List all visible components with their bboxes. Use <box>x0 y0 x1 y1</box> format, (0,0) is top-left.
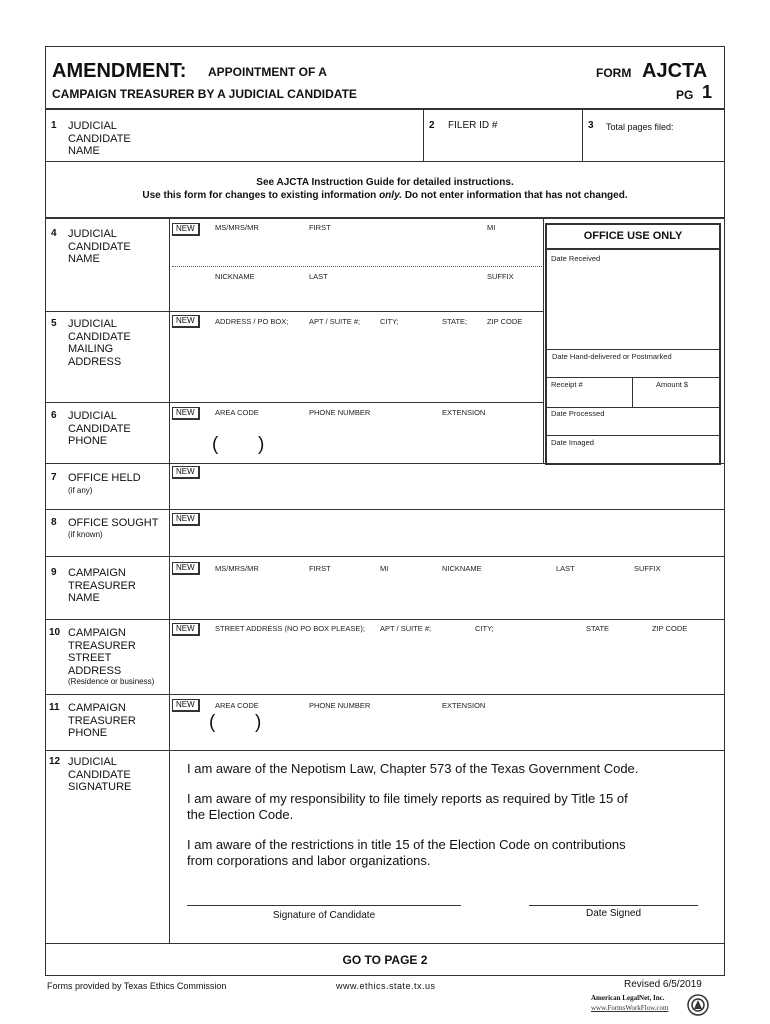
field-1-label: JUDICIAL CANDIDATE NAME <box>68 120 131 157</box>
section-6-number: 6 <box>51 410 57 421</box>
pg-num: 1 <box>702 82 713 102</box>
date-processed-label: Date Processed <box>551 409 605 418</box>
field-3-number: 3 <box>588 120 594 131</box>
new-box-9: NEW <box>172 562 200 575</box>
new-box-5: NEW <box>172 315 200 328</box>
caption: STATE <box>586 624 610 633</box>
section-7-label: OFFICE HELD <box>68 472 141 484</box>
field-1-number: 1 <box>51 120 57 131</box>
caption: MI <box>487 223 496 232</box>
mailing-address-input[interactable] <box>172 330 542 400</box>
amendment-title: AMENDMENT: <box>52 60 187 82</box>
area-code-paren-close: ) <box>258 434 265 455</box>
section-6-label: JUDICIAL CANDIDATE PHONE <box>68 410 131 447</box>
area-code-paren-close: ) <box>255 712 262 733</box>
caption: CITY; <box>380 317 399 326</box>
new-box-6: NEW <box>172 407 200 420</box>
section-12-label: JUDICIAL CANDIDATE SIGNATURE <box>68 756 132 793</box>
date-received-label: Date Received <box>551 254 601 263</box>
caption: STATE; <box>442 317 468 326</box>
caption: APT / SUITE #; <box>309 317 361 326</box>
section-8-sub: (if known) <box>68 530 103 539</box>
caption: PHONE NUMBER <box>309 701 371 710</box>
new-box-8: NEW <box>172 513 200 526</box>
section-10-label: CAMPAIGN TREASURER STREET ADDRESS <box>68 627 136 677</box>
filer-id-label: FILER ID # <box>448 120 498 131</box>
caption: NICKNAME <box>442 564 482 573</box>
date-hand-delivered-label: Date Hand-delivered or Postmarked <box>552 352 672 361</box>
new-box-4: NEW <box>172 223 200 236</box>
caption: ADDRESS / PO BOX; <box>215 317 289 326</box>
section-5-number: 5 <box>51 318 57 329</box>
nepotism-statement: I am aware of the Nepotism Law, Chapter 573 of the Texas Government Code. <box>187 761 639 776</box>
office-use-title: OFFICE USE ONLY <box>583 230 683 242</box>
date-signed-label: Date Signed <box>585 908 642 919</box>
revised-date: Revised 6/5/2019 <box>624 979 702 990</box>
section-11-number: 11 <box>49 702 60 713</box>
office-sought-input[interactable] <box>208 512 720 553</box>
section-5-label: JUDICIAL CANDIDATE MAILING ADDRESS <box>68 318 131 368</box>
contributions-statement: I am aware of the restrictions in title 15 of the Election Code on contributions from corporations and labor organizations. <box>187 837 626 868</box>
instructions-line1: See AJCTA Instruction Guide for detailed instructions. <box>256 177 514 188</box>
caption: EXTENSION <box>442 408 486 417</box>
website: www.ethics.state.tx.us <box>336 981 436 991</box>
signature-label: Signature of Candidate <box>272 910 376 921</box>
caption: APT / SUITE #; <box>380 624 432 633</box>
treasurer-address-input[interactable] <box>172 638 720 692</box>
treasurer-name-input[interactable] <box>172 578 720 616</box>
title-line2: CAMPAIGN TREASURER BY A JUDICIAL CANDIDATE <box>52 87 357 101</box>
section-11-label: CAMPAIGN TREASURER PHONE <box>68 702 136 739</box>
area-code-paren-open: ( <box>209 712 216 733</box>
go-to-page-2: GO TO PAGE 2 <box>342 953 428 967</box>
date-signed-input[interactable] <box>529 880 698 904</box>
title-line1: APPOINTMENT OF A <box>208 65 327 79</box>
section-8-label: OFFICE SOUGHT <box>68 517 159 529</box>
signature-input[interactable] <box>187 880 461 904</box>
section-7-sub: (if any) <box>68 486 93 495</box>
field-2-number: 2 <box>429 120 435 131</box>
new-box-7: NEW <box>172 466 200 479</box>
filer-id-input[interactable] <box>424 132 581 160</box>
receipt-label: Receipt # <box>551 380 583 389</box>
new-box-11: NEW <box>172 699 200 712</box>
brand-logo-icon <box>687 994 709 1016</box>
caption: MS/MRS/MR <box>215 223 259 232</box>
section-9-number: 9 <box>51 567 57 578</box>
total-pages-label: Total pages filed: <box>606 122 674 132</box>
section-8-number: 8 <box>51 517 57 528</box>
instructions-line2: Use this form for changes to existing information only. Do not enter information that has not changed. <box>142 190 628 201</box>
section-4-label: JUDICIAL CANDIDATE NAME <box>68 228 131 265</box>
section-10-number: 10 <box>49 627 61 638</box>
total-pages-input[interactable] <box>583 134 723 160</box>
new-box-10: NEW <box>172 623 200 636</box>
form-word: FORM <box>596 66 632 80</box>
caption: FIRST <box>309 223 331 232</box>
reports-statement: I am aware of my responsibility to file timely reports as required by Title 15 of the Election Code. <box>187 791 628 822</box>
pg-word: PG <box>676 88 694 102</box>
caption: FIRST <box>309 564 331 573</box>
office-held-input[interactable] <box>208 466 720 506</box>
date-imaged-label: Date Imaged <box>551 438 594 447</box>
caption: AREA CODE <box>215 408 259 417</box>
judicial-candidate-name-input[interactable] <box>170 110 422 160</box>
brand-box: American LegalNet, Inc. www.FormsWorkFlow.com <box>591 994 669 1012</box>
caption: SUFFIX <box>487 272 514 281</box>
caption: LAST <box>556 564 575 573</box>
caption: STREET ADDRESS (NO PO BOX PLEASE); <box>215 624 365 633</box>
caption: LAST <box>309 272 328 281</box>
forms-provided: Forms provided by Texas Ethics Commission <box>47 981 227 991</box>
caption: EXTENSION <box>442 701 486 710</box>
caption: NICKNAME <box>215 272 255 281</box>
caption: MS/MRS/MR <box>215 564 259 573</box>
caption: ZIP CODE <box>487 317 523 326</box>
section-12-number: 12 <box>49 756 61 767</box>
section-7-number: 7 <box>51 472 57 483</box>
section-9-label: CAMPAIGN TREASURER NAME <box>68 567 136 604</box>
caption: PHONE NUMBER <box>309 408 371 417</box>
section-10-sub: (Residence or business) <box>68 677 155 686</box>
caption: ZIP CODE <box>652 624 688 633</box>
section-4-number: 4 <box>51 228 57 239</box>
caption: SUFFIX <box>634 564 661 573</box>
candidate-name-input[interactable] <box>172 236 542 264</box>
caption: AREA CODE <box>215 701 259 710</box>
caption: MI <box>380 564 389 573</box>
area-code-paren-open: ( <box>212 434 219 455</box>
treasurer-phone-input[interactable] <box>220 712 720 748</box>
amount-label: Amount $ <box>656 380 689 389</box>
candidate-name-input-2[interactable] <box>172 282 542 310</box>
dotted-divider <box>172 266 542 267</box>
caption: CITY; <box>475 624 494 633</box>
candidate-phone-input[interactable] <box>220 420 540 460</box>
form-code: AJCTA <box>642 60 708 82</box>
